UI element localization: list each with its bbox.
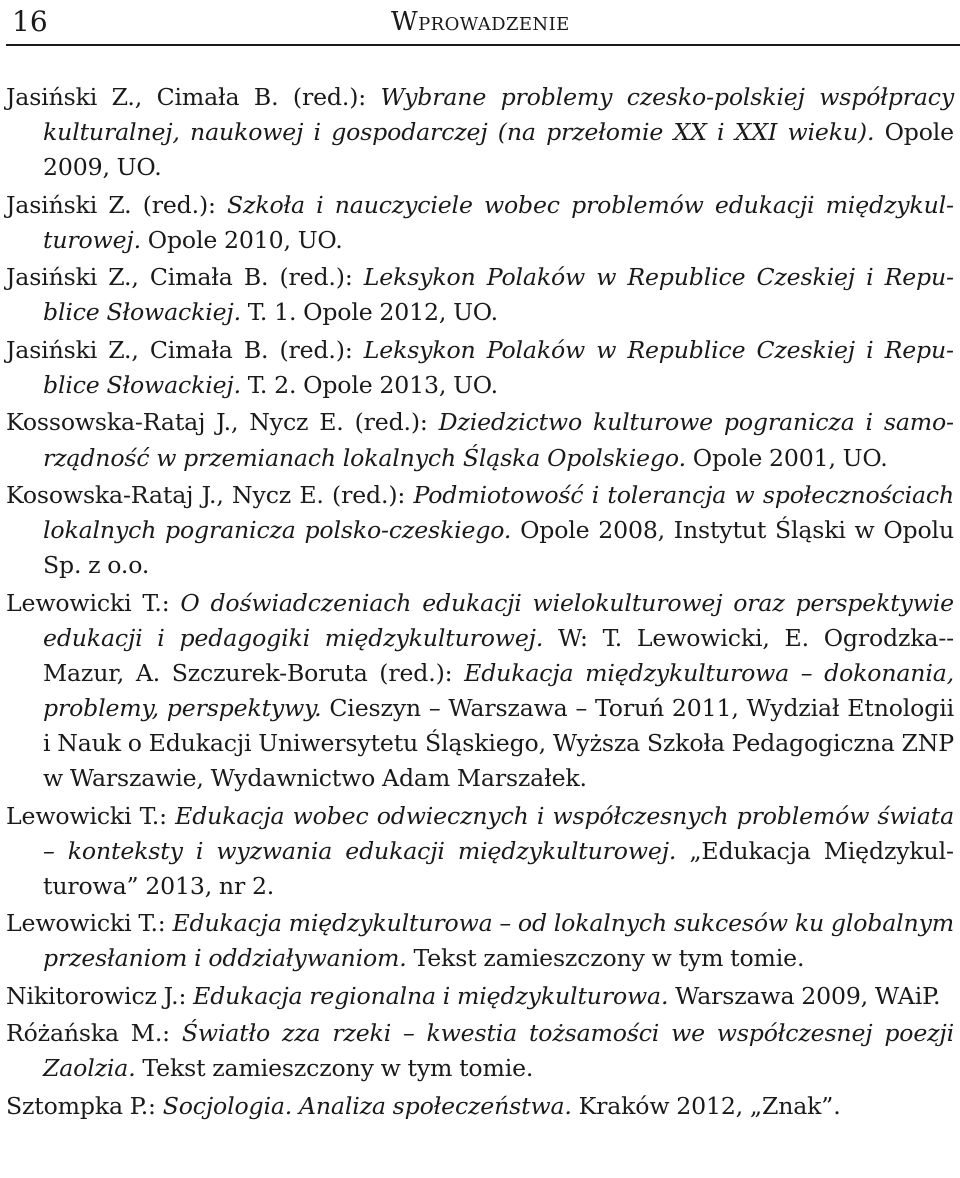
- entry-details: W: T. Lewowicki, E. Ogrodzka--Mazur, A. Szczurek-Boruta (red.):: [43, 623, 954, 687]
- bibliography-entry: [6, 1016, 954, 1086]
- entry-details: Opole 2001, UO.: [685, 443, 888, 472]
- entry-author: Jasiński Z., Cimała B. (red.):: [6, 335, 364, 364]
- entry-details: Opole 2009, UO.: [43, 118, 954, 182]
- bibliography-list: [6, 80, 954, 1126]
- running-header: [6, 0, 960, 44]
- entry-details: Opole 2008, Instytut Śląski w Opolu Sp. z o.o.: [43, 516, 954, 580]
- entry-details-secondary: Cieszyn – Warszawa – Toruń 2011, Wydział Etnologii i Nauk o Edukacji Uniwersytetu Śląskiego, Wyższa Szkoła Pedagogiczna ZNP w Warszawie, Wydawnictwo Adam Marszałek.: [43, 693, 954, 793]
- entry-title-secondary: Edukacja międzykulturowa – dokonania, problemy, perspektywy.: [43, 658, 954, 722]
- bibliography-entry: [6, 586, 954, 797]
- entry-title: Edukacja międzykulturowa – od lokalnych sukcesów ku globalnym przesłaniom i oddziaływaniom.: [43, 909, 954, 973]
- entry-title: Światło zza rzeki – kwestia tożsamości we współczesnej poezji Zaolzia.: [43, 1019, 954, 1083]
- entry-details: Warszawa 2009, WAiP.: [668, 981, 941, 1010]
- entry-details: Kraków 2012, „Znak”.: [571, 1091, 841, 1120]
- bibliography-entry: [6, 1089, 954, 1124]
- entry-details: Tekst zamieszczony w tym tomie.: [406, 944, 805, 973]
- bibliography-entry: [6, 80, 954, 185]
- bibliography-entry: [6, 979, 954, 1014]
- bibliography-entry: [6, 799, 954, 904]
- entry-author: Kosowska-Rataj J., Nycz E. (red.):: [6, 480, 414, 509]
- entry-author: Lewowicki T.:: [6, 588, 181, 617]
- entry-title: Socjologia. Analiza społeczeństwa.: [162, 1091, 572, 1120]
- bibliography-entry: [6, 260, 954, 330]
- bibliography-entry: [6, 333, 954, 403]
- entry-author: Lewowicki T.:: [6, 801, 176, 830]
- entry-title: Leksykon Polaków w Republice Czeskiej i Republice Słowackiej.: [43, 335, 954, 399]
- entry-title: Dziedzictwo kulturowe pogranicza i samorządność w przemianach lokalnych Śląska Opolskiego.: [43, 408, 954, 472]
- entry-title: Edukacja regionalna i międzykulturowa.: [193, 981, 669, 1010]
- entry-author: Lewowicki T.:: [6, 909, 173, 938]
- section-title: Wprowadzenie: [391, 7, 570, 37]
- bibliography-entry: [6, 906, 954, 976]
- entry-title: Wybrane problemy czesko-polskiej współpracy kulturalnej, naukowej i gospodarczej (na przełomie XX i XXI wieku).: [43, 83, 954, 147]
- entry-author: Kossowska-Rataj J., Nycz E. (red.):: [6, 408, 439, 437]
- entry-author: Jasiński Z. (red.):: [6, 190, 228, 219]
- bibliography-entry: [6, 188, 954, 258]
- entry-author: Sztompka P.:: [6, 1091, 163, 1120]
- entry-title: Leksykon Polaków w Republice Czeskiej i Republice Słowackiej.: [43, 263, 954, 327]
- entry-author: Jasiński Z., Cimała B. (red.):: [6, 83, 381, 111]
- bibliography-entry: [6, 478, 954, 583]
- entry-author: Jasiński Z., Cimała B. (red.):: [6, 263, 364, 292]
- entry-title: Edukacja wobec odwiecznych i współczesnych problemów świata – konteksty i wyzwania edukacji międzykulturowej.: [43, 801, 954, 865]
- entry-details: T. 2. Opole 2013, UO.: [240, 370, 498, 399]
- entry-details: Opole 2010, UO.: [140, 225, 343, 254]
- bibliography-entry: [6, 405, 954, 475]
- entry-author: Różańska M.:: [6, 1019, 182, 1048]
- entry-details: „Edukacja Międzykulturowa” 2013, nr 2.: [43, 836, 954, 900]
- entry-author: Nikitorowicz J.:: [6, 981, 194, 1010]
- entry-details: T. 1. Opole 2012, UO.: [240, 298, 498, 327]
- header-rule: [6, 44, 960, 46]
- entry-title: O doświadczeniach edukacji wielokulturowej oraz perspektywie edukacji i pedagogiki międzykulturowej.: [43, 588, 954, 652]
- entry-title: Podmiotowość i tolerancja w społecznościach lokalnych pogranicza polsko-czeskiego.: [43, 480, 954, 545]
- page-number: 16: [12, 5, 48, 38]
- entry-title: Szkoła i nauczyciele wobec problemów edukacji międzykulturowej.: [43, 190, 954, 254]
- entry-details: Tekst zamieszczony w tym tomie.: [135, 1054, 534, 1083]
